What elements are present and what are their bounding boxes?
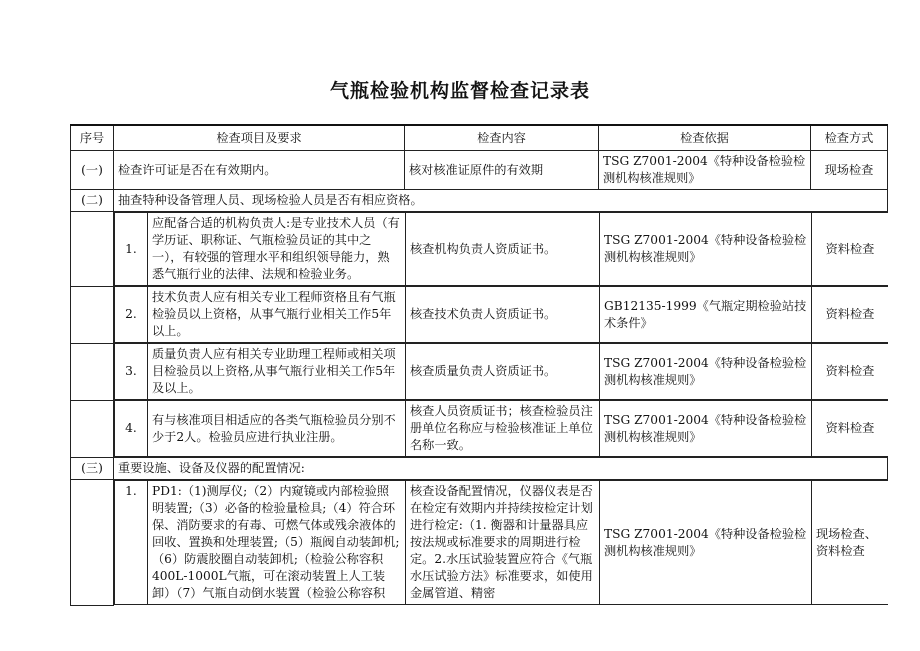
row-item: 质量负责人应有相关专业助理工程师或相关项目检验员以上资格,从事气瓶行业相关工作5年及以上。 [148, 344, 406, 400]
row-basis: TSG Z7001-2004《特种设备检验检测机构核准规则》 [600, 401, 812, 457]
row-no: 4. [115, 401, 148, 457]
row-no: (三) [71, 458, 114, 480]
row-method: 资料检查 [812, 344, 888, 400]
row-content: 核查质量负责人资质证书。 [406, 344, 600, 400]
header-item: 检查项目及要求 [114, 125, 405, 151]
row-method: 资料检查 [812, 213, 888, 286]
row-basis: TSG Z7001-2004《特种设备检验检测机构核准规则》 [600, 344, 812, 400]
row-blank [71, 343, 114, 400]
row-method: 资料检查 [812, 401, 888, 457]
row-method: 现场检查、资料检查 [812, 481, 888, 605]
section-item: 重要设施、设备及仪器的配置情况: [114, 458, 888, 480]
row-content: 核查人员资质证书；核查检验员注册单位名称应与检验核准证上单位名称一致。 [406, 401, 600, 457]
page-title: 气瓶检验机构监督检查记录表 [329, 80, 590, 102]
row-blank [71, 400, 114, 458]
row-basis: TSG Z7001-2004《特种设备检验检测机构核准规则》 [600, 213, 812, 286]
row-no: 2. [115, 287, 148, 343]
row-blank [71, 480, 114, 606]
table-row [71, 212, 888, 287]
row-item: 应配备合适的机构负责人:是专业技术人员（有学历证、职称证、气瓶检验员证的其中之一），有较强的管理水平和组织领导能力，熟悉气瓶行业的法律、法规和检验业务。 [148, 213, 406, 286]
table-row [71, 343, 888, 400]
table-header-row [71, 125, 888, 151]
inspection-record-table [70, 124, 888, 606]
row-content: 核查设备配置情况，仪器仪表是否在检定有效期内并持续按检定计划进行检定:（1. 衡器和计量器具应按法规或标准要求的周期进行检定。2.水压试验装置应符合《气瓶水压试验方法》标准要求，如使用金属管道、精密 [406, 481, 600, 605]
table-row [71, 151, 888, 190]
table-row [71, 480, 888, 606]
table-row [71, 286, 888, 343]
row-basis: GB12135-1999《气瓶定期检验站技术条件》 [600, 287, 812, 343]
row-basis: TSG Z7001-2004《特种设备检验检测机构核准规则》 [600, 481, 812, 605]
row-no: 3. [115, 344, 148, 400]
row-blank [71, 286, 114, 343]
row-item: 检查许可证是否在有效期内。 [114, 151, 405, 190]
table-row [71, 400, 888, 458]
row-item: PD1:（1)测厚仪;（2）内窥镜或内部检验照明装置;（3）必备的检验量检具;（4）符合环保、消防要求的有毒、可燃气体或残余液体的回收、置换和处理装置;（5）瓶阀自动装卸机;（6）防震胶圈自动装卸机;（检验公称容积400L-1000L气瓶，可在滚动装置上人工装卸）（7）气瓶自动倒水装置（检验公称容积 [148, 481, 406, 605]
header-content: 检查内容 [405, 125, 599, 151]
row-method: 资料检查 [812, 287, 888, 343]
row-blank [71, 212, 114, 287]
header-no: 序号 [71, 125, 114, 151]
row-content: 核对核准证原件的有效期 [405, 151, 599, 190]
row-content: 核查机构负责人资质证书。 [406, 213, 600, 286]
section-row [71, 190, 888, 212]
row-no: 1. [115, 213, 148, 286]
row-no: (二) [71, 190, 114, 212]
row-item: 有与核准项目相适应的各类气瓶检验员分别不少于2人。检验员应进行执业注册。 [148, 401, 406, 457]
row-content: 核查技术负责人资质证书。 [406, 287, 600, 343]
header-basis: 检查依据 [599, 125, 811, 151]
row-item: 技术负责人应有相关专业工程师资格且有气瓶检验员以上资格，从事气瓶行业相关工作5年以上。 [148, 287, 406, 343]
header-method: 检查方式 [811, 125, 888, 151]
section-item: 抽查特种设备管理人员、现场检验人员是否有相应资格。 [114, 190, 888, 212]
row-no: 1. [115, 481, 148, 605]
row-no: (一) [71, 151, 114, 190]
row-method: 现场检查 [811, 151, 888, 190]
section-row [71, 458, 888, 480]
row-basis: TSG Z7001-2004《特种设备检验检测机构核准规则》 [599, 151, 811, 190]
